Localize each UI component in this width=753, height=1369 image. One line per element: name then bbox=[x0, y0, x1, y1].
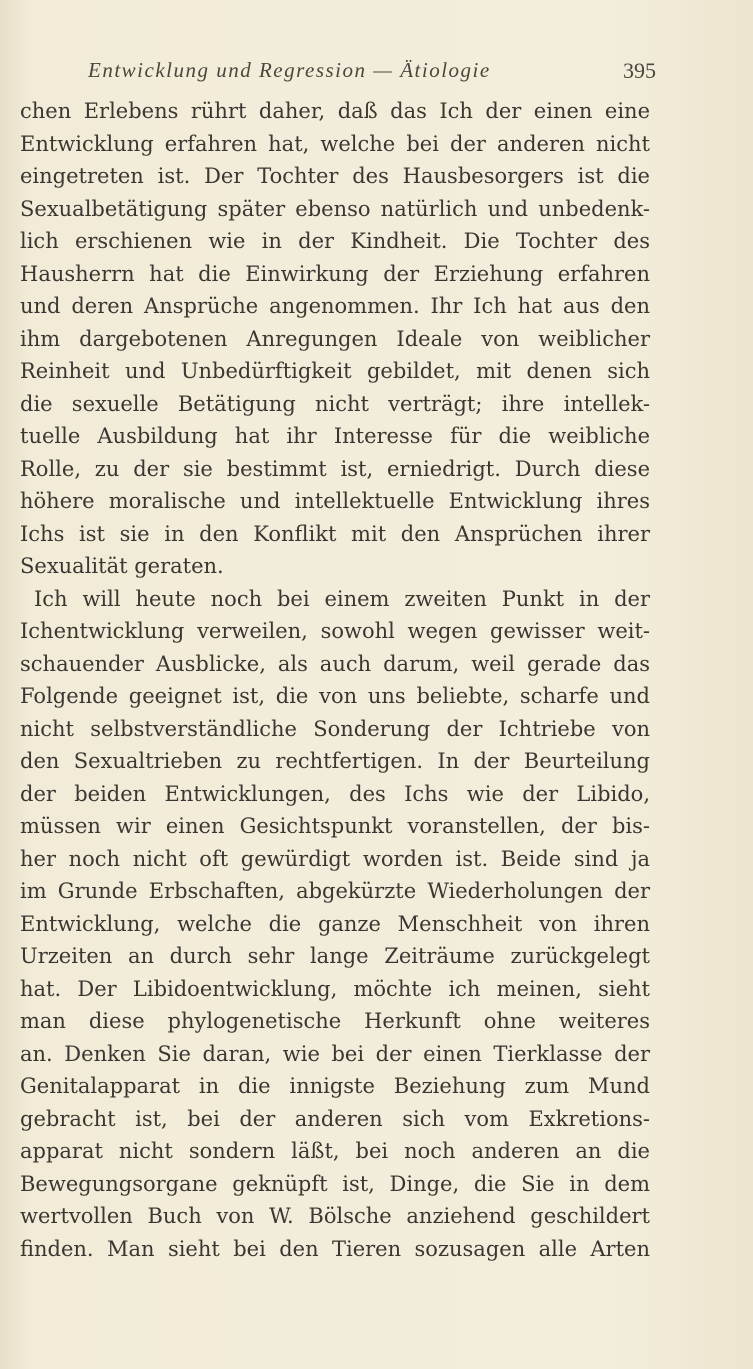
text-line: tuelle Ausbildung hat ihr Interesse für die weibliche bbox=[20, 424, 650, 448]
text-line: die sexuelle Betätigung nicht verträgt; ihre intellek- bbox=[20, 391, 650, 416]
text-line: man diese phylogenetische Herkunft ohne weiteres bbox=[20, 1009, 650, 1033]
text-line: der beiden Entwicklungen, des Ichs wie der Libido, bbox=[20, 781, 650, 806]
paragraph-start-line: Ich will heute noch bei einem zweiten Punkt in der bbox=[34, 586, 650, 611]
text-line: hat. Der Libidoentwicklung, möchte ich meinen, sieht bbox=[20, 976, 650, 1001]
text-line: Sexualbetätigung später ebenso natürlich und unbedenk- bbox=[20, 196, 650, 221]
text-line: Bewegungsorgane geknüpft ist, Dinge, die Sie in dem bbox=[20, 1171, 650, 1196]
text-line: müssen wir einen Gesichtspunkt voranstellen, der bis- bbox=[20, 814, 650, 838]
text-line: gebracht ist, bei der anderen sich vom Exkretions- bbox=[20, 1106, 650, 1131]
text-line: Folgende geeignet ist, die von uns beliebte, scharfe und bbox=[20, 684, 650, 708]
text-line: Rolle, zu der sie bestimmt ist, erniedrigt. Durch diese bbox=[20, 456, 650, 481]
text-line: Reinheit und Unbedürftigkeit gebildet, mit denen sich bbox=[20, 359, 650, 383]
text-line: den Sexualtrieben zu rechtfertigen. In der Beurteilung bbox=[20, 749, 650, 773]
text-line: eingetreten ist. Der Tochter des Hausbesorgers ist die bbox=[20, 164, 650, 188]
text-line: lich erschienen wie in der Kindheit. Die Tochter des bbox=[20, 229, 650, 253]
text-line: apparat nicht sondern läßt, bei noch anderen an die bbox=[20, 1139, 650, 1163]
text-line: und deren Ansprüche angenommen. Ihr Ich hat aus den bbox=[20, 294, 650, 318]
text-line: Ichentwicklung verweilen, sowohl wegen gewisser weit- bbox=[20, 619, 650, 643]
text-line: chen Erlebens rührt daher, daß das Ich der einen eine bbox=[20, 99, 650, 123]
text-line: an. Denken Sie daran, wie bei der einen Tierklasse der bbox=[20, 1041, 650, 1066]
text-line: her noch nicht oft gewürdigt worden ist. Beide sind ja bbox=[20, 846, 650, 871]
text-line: Ichs ist sie in den Konflikt mit den Ansprüchen ihrer bbox=[20, 521, 650, 546]
text-line: ihm dargebotenen Anregungen Ideale von weiblicher bbox=[20, 326, 650, 351]
text-line: im Grunde Erbschaften, abgekürzte Wiederholungen der bbox=[20, 879, 650, 903]
page-header bbox=[88, 58, 656, 88]
running-title: Entwicklung und Regression — Ätiologie bbox=[88, 58, 491, 82]
text-line: Urzeiten an durch sehr lange Zeiträume zurückgelegt bbox=[20, 944, 650, 968]
text-line: schauender Ausblicke, als auch darum, weil gerade das bbox=[20, 651, 650, 676]
page-number: 395 bbox=[623, 58, 656, 83]
text-line: Hausherrn hat die Einwirkung der Erziehung erfahren bbox=[20, 261, 650, 286]
body-text bbox=[20, 95, 650, 1265]
paragraph-end-line: Sexualität geraten. bbox=[20, 554, 224, 578]
text-line: wertvollen Buch von W. Bölsche anziehend geschildert bbox=[20, 1204, 650, 1228]
text-line: höhere moralische und intellektuelle Entwicklung ihres bbox=[20, 489, 650, 513]
text-line: Genitalapparat in die innigste Beziehung zum Mund bbox=[20, 1074, 650, 1098]
text-line: Entwicklung erfahren hat, welche bei der anderen nicht bbox=[20, 131, 650, 156]
text-line: nicht selbstverständliche Sonderung der Ichtriebe von bbox=[20, 716, 650, 741]
text-line: Entwicklung, welche die ganze Menschheit von ihren bbox=[20, 911, 650, 936]
text-line: finden. Man sieht bei den Tieren sozusagen alle Arten bbox=[20, 1236, 650, 1261]
